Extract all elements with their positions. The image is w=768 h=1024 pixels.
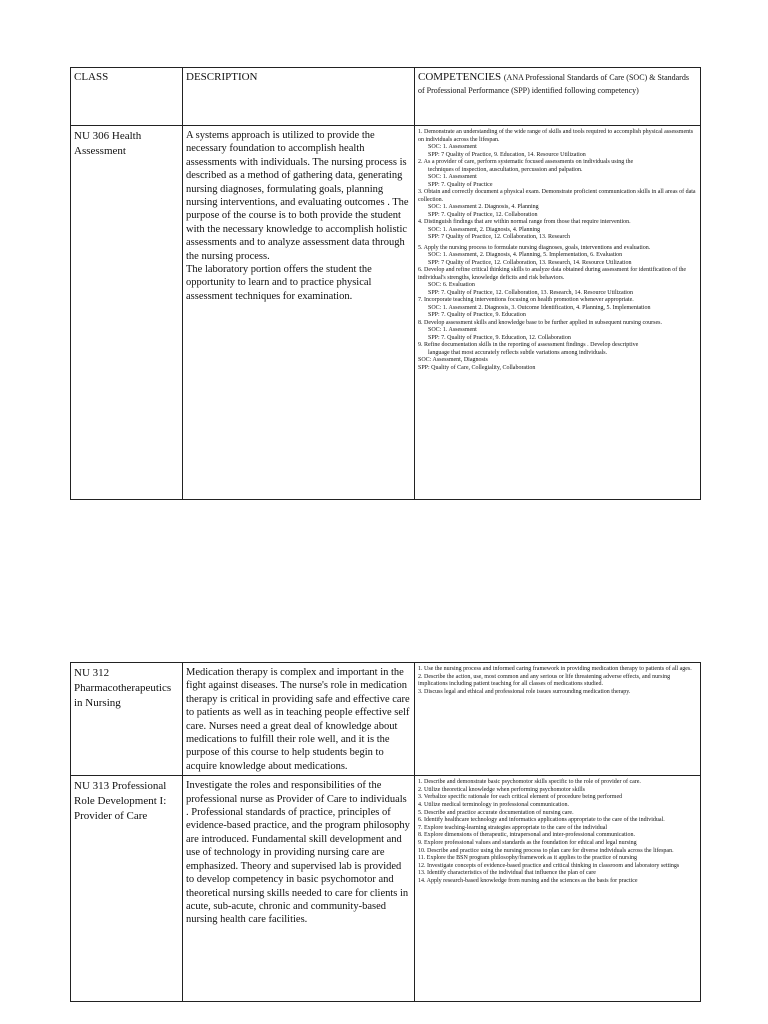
table-row (71, 126, 701, 500)
competency-line: SPP: Quality of Care, Collegiality, Collaboration (418, 364, 536, 371)
header-competencies-title: COMPETENCIES (418, 71, 502, 83)
competency-line: 8. Explore dimensions of therapeutic, intrapersonal and inter-professional communication. (418, 832, 635, 839)
competency-line: 5. Describe and practice accurate documentation of nursing care. (418, 809, 574, 816)
table-row (71, 776, 701, 1002)
competency-line: 3. Obtain and correctly document a physical exam. Demonstrate proficient communication skills in all areas of data collection. (418, 189, 696, 203)
class-name: NU 313 Professional Role Development I: Provider of Care (74, 780, 167, 823)
competency-line: SOC: 1. Assessment, 2. Diagnosis, 4. Planning (428, 226, 541, 233)
competency-line: SOC: 6. Evaluation (428, 282, 475, 288)
competency-line: 2. Utilize theoretical knowledge when performing psychomotor skills (418, 786, 585, 793)
competency-line: 12. Investigate concepts of evidence-based practice and critical thinking in classroom and laboratory settings (418, 862, 680, 869)
course-table-1 (70, 67, 701, 500)
competency-line: 1. Use the nursing process and informed caring framework in providing medication therapy to patients of all ages. (418, 666, 692, 672)
competency-line: SOC: 1. Assessment (428, 327, 477, 333)
header-competencies-subtitle: (ANA Professional Standards of Care (SOC) & Standards of Professional Performance (SPP) identified following competency) (418, 73, 689, 95)
competency-line: 9. Explore professional values and standards as the foundation for ethical and legal nursing (418, 840, 637, 846)
competency-line: 6. Develop and refine critical thinking skills to analyze data obtained during assessment for identification of the individual's strengths, knowledge deficits and risk behaviors. (418, 267, 687, 281)
table-header-row (71, 68, 701, 126)
class-cell (71, 126, 183, 500)
header-description (183, 68, 415, 126)
competency-line: 13. Identify characteristics of the individual that influence the plan of care (418, 870, 596, 877)
competency-line: SOC: 1. Assessment (428, 174, 477, 180)
class-cell (71, 663, 183, 776)
competency-line: SPP: 7 Quality of Practice, 9. Education, 14. Resource Utilization (428, 151, 586, 158)
class-name: NU 312 Pharmacotherapeutics in Nursing (74, 667, 172, 709)
competencies-list (418, 666, 697, 696)
competency-line: 14. Apply research-based knowledge from nursing and the sciences as the basis for practice (418, 877, 638, 884)
competency-line: 4. Utilize medical terminology in professional communication. (418, 802, 569, 809)
competencies-list (418, 779, 697, 885)
description-paragraph: Investigate the roles and responsibilities of the professional nurse as Provider of Care to individuals . Professional standards of practice, principles of evidence-based practice, and the program philosophy are introduced. Fundamental skill development and use of technology in providing nursing care are emphasized. Theory and supervised lab is provided to develop competency in basic psychomotor and theoretical nursing skills needed to care for clients in acute, sub-acute, chronic and community-based nursing health care facilities. (186, 780, 410, 926)
competency-line: SPP: 7. Quality of Practice (428, 181, 493, 188)
description-cell (183, 776, 415, 1002)
competency-line: SPP: 7. Quality of Practice, 12. Collaboration (428, 211, 538, 218)
competency-line: SOC: Assessment, Diagnosis (418, 357, 488, 363)
competencies-cell (415, 126, 701, 500)
competency-line: 5. Apply the nursing process to formulate nursing diagnoses, goals, interventions and evaluation. (418, 244, 651, 251)
competency-line: 11. Explore the BSN program philosophy/framework as it applies to the practice of nursing (418, 855, 638, 862)
description-cell (183, 663, 415, 776)
description-cell (183, 126, 415, 500)
header-competencies (415, 68, 701, 126)
description-paragraph: A systems approach is utilized to provide the necessary foundation to accomplish health assessments with individuals. The nursing process is described as a method of gathering data, generating nursing diagnoses, formulating goals, planning nursing interventions, and evaluating outcomes . The purpose of the course is to both provide the student with the necessary knowledge to accomplish holistic assessments and to analyze assessment data through the nursing process. (186, 130, 409, 262)
competencies-cell (415, 663, 701, 776)
competency-line: 2. Describe the action, use, most common and any serious or life threatening adverse effects, and nursing implications including patient teaching for all classes of medications studied. (418, 673, 671, 688)
competency-line: 1. Demonstrate an understanding of the wide range of skills and tools required to accomplish physical assessments on individuals across the lifespan. (418, 129, 694, 143)
competency-line: SOC: 1. Assessment 2. Diagnosis, 3. Outcome Identification, 4. Planning, 5. Implementation (428, 304, 651, 311)
class-name: NU 306 Health Assessment (74, 130, 142, 157)
competency-line: SPP: 7. Quality of Practice, 12. Collaboration, 13. Research, 14. Resource Utilization (428, 289, 633, 296)
course-table-2 (70, 662, 701, 1002)
competency-line: 2. As a provider of care, perform systematic focused assessments on individuals using the (418, 159, 634, 165)
competencies-list (418, 129, 697, 372)
competency-line: SOC: 1. Assessment (428, 144, 477, 150)
table-row (71, 663, 701, 776)
competency-line: SOC: 1. Assessment 2. Diagnosis, 4. Planning (428, 204, 539, 210)
competency-line: 7. Explore teaching-learning strategies appropriate to the care of the individual (418, 824, 608, 831)
competency-line: 6. Identify healthcare technology and informatics applications appropriate to the care of the individual. (418, 817, 665, 824)
competency-line: 10. Describe and practice using the nursing process to plan care for diverse individuals across the lifespan. (418, 847, 674, 854)
header-class-label: CLASS (74, 71, 109, 83)
competency-line: language that most accurately reflects subtle variations among individuals. (428, 349, 608, 356)
competency-line: 8. Develop assessment skills and knowledge base to be further applied in subsequent nursing courses. (418, 319, 662, 326)
competency-line: SPP: 7 Quality of Practice, 12. Collaboration, 13. Research, 14. Resource Utilization (428, 259, 632, 266)
competency-line: SPP: 7. Quality of Practice, 9. Education, 12. Collaboration (428, 334, 571, 341)
competency-line: 7. Incorporate teaching interventions focusing on health promotion whenever appropriate. (418, 297, 634, 303)
competency-line: SOC: 1. Assessment, 2. Diagnosis, 4. Planning, 5. Implementation, 6. Evaluation (428, 252, 623, 258)
class-cell (71, 776, 183, 1002)
competency-line: 3. Discuss legal and ethical and professional role issues surrounding medication therapy. (418, 688, 631, 695)
competency-line: 4. Distinguish findings that are within normal range from those that require intervention. (418, 219, 631, 225)
competency-line: 3. Verbalize specific rationale for each critical element of procedure being performed (418, 794, 623, 801)
competencies-cell (415, 776, 701, 1002)
description-paragraph: The laboratory portion offers the student the opportunity to learn and to practice physical assessment techniques for examination. (186, 264, 372, 302)
competency-line: 9. Refine documentation skills in the reporting of assessment findings . Develop descriptive (418, 342, 639, 348)
competency-line: SPP: 7. Quality of Practice, 9. Education (428, 312, 526, 318)
competency-line: SPP: 7 Quality of Practice, 12. Collaboration, 13. Research (428, 234, 570, 240)
header-description-label: DESCRIPTION (186, 71, 258, 83)
competency-line: techniques of inspection, auscultation, percussion and palpation. (428, 166, 583, 173)
header-class (71, 68, 183, 126)
competency-line: 1. Describe and demonstrate basic psychomotor skills specific to the role of provider of care. (418, 779, 641, 786)
description-paragraph: Medication therapy is complex and important in the fight against diseases. The nurse's role in medication therapy is critical in providing safe and effective care to patients as well as in teaching people effective self care. Nurses need a great deal of knowledge about medications to fulfill their role well, and it is the purpose of this course to help students begin to acquire knowledge about medications. (186, 667, 410, 772)
